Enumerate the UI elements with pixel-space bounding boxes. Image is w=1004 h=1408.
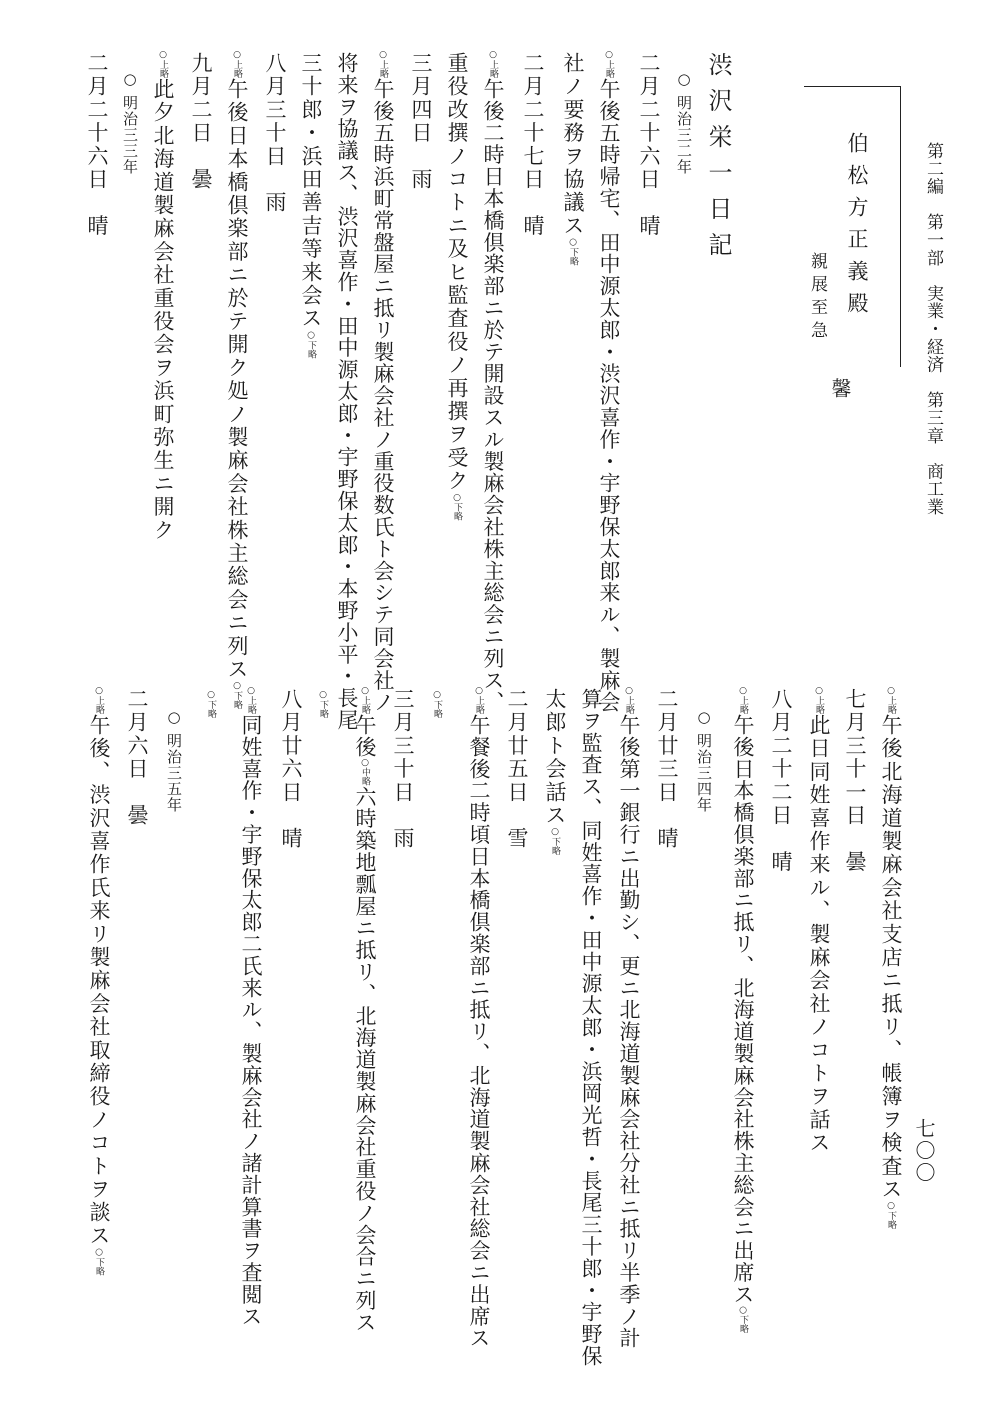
omission-mark: ○上略: [378, 50, 388, 78]
diary-title: 渋沢栄一日記: [704, 52, 732, 268]
entry-text: 午後二時日本橋倶楽部ニ於テ開設スル製麻会社株主総会ニ列ス、: [481, 78, 505, 714]
letter-signature: 馨: [828, 378, 852, 398]
omission-mark: ○上略: [158, 50, 168, 78]
diary-date: 八月二十二日 晴: [769, 688, 793, 874]
omission-mark: ○上略: [624, 686, 634, 714]
diary-date: 二月二十六日 晴: [85, 52, 109, 238]
diary-date: 八月三十日 雨: [263, 52, 287, 215]
omission-mark: ○上略: [604, 50, 614, 78]
diary-date: 二月廿三日 晴: [655, 688, 679, 851]
entry-text: 午後第一銀行ニ出勤シ、更ニ北海道製麻会社分社ニ抵リ半季ノ計: [617, 714, 641, 1350]
entry-text: 同姓喜作・宇野保太郎二氏来ル、製麻会社ノ諸計算書ヲ査閲ス: [239, 714, 263, 1328]
omission-mark: ○上略: [886, 686, 896, 714]
omission-mark: ○下略: [306, 330, 316, 359]
diary-entry: [468, 686, 489, 1349]
diary-entry: [618, 686, 639, 1349]
diary-date: 三月三十日 雨: [391, 688, 415, 851]
omission-mark: ○下略: [738, 1305, 748, 1334]
diary-entry: [482, 50, 503, 713]
letter-addressee: 伯松方正義殿: [845, 132, 869, 324]
omission-mark: ○下略: [94, 1247, 104, 1276]
diary-date: 八月廿六日 晴: [279, 688, 303, 851]
page-number: 七〇〇: [912, 1118, 936, 1184]
omission-mark: ○下略: [432, 690, 442, 718]
era-heading: ○ 明治三四年: [695, 708, 713, 813]
omission-mark: ○中略: [360, 757, 370, 786]
era-heading: ○ 明治三五年: [165, 708, 183, 813]
diary-date: 二月六日 曇: [125, 688, 149, 828]
diary-entry: [880, 686, 901, 1229]
diary-entry: [152, 50, 173, 542]
omission-mark: ○上略: [474, 686, 484, 714]
diary-entry: [88, 686, 109, 1276]
diary-entry: [226, 50, 247, 709]
era-heading: ○ 明治三三年: [121, 70, 139, 175]
entry-text: 将来ヲ協議ス、渋沢喜作・田中源太郎・宇野保太郎・本野小平・長尾: [335, 52, 359, 731]
entry-text: 社ノ要務ヲ協議ス: [561, 52, 585, 238]
entry-text: 午後: [353, 714, 377, 758]
omission-mark: ○上略: [94, 686, 104, 714]
diary-date: 二月二十七日 晴: [521, 52, 545, 238]
entry-text: 六時築地瓢屋ニ抵リ、北海道製麻会社重役ノ会合ニ列ス: [353, 785, 377, 1334]
entry-text: 三十郎・浜田善吉等来会ス: [299, 52, 323, 331]
diary-entry: [562, 52, 583, 266]
omission-mark: ○上略: [246, 686, 256, 714]
diary-entry: [544, 688, 565, 855]
omission-mark: ○下略: [550, 827, 560, 856]
entry-text: 午後日本橋倶楽部ニ抵リ、北海道製麻会社株主総会ニ出席ス: [731, 714, 755, 1306]
entry-text: 午後北海道製麻会社支店ニ抵リ、帳簿ヲ検査ス: [879, 714, 903, 1202]
era-heading: ○ 明治三二年: [675, 70, 693, 175]
entry-text: 算ヲ監査ス、同姓喜作・田中源太郎・浜岡光哲・長尾三十郎・宇野保: [579, 688, 603, 1367]
diary-entry: [354, 686, 375, 1333]
diary-entry: [240, 686, 261, 1327]
diary-entry: [446, 52, 467, 521]
running-head: 第二編 第一部 実業・経済 第三章 商工業: [923, 142, 943, 516]
omission-mark: ○上略: [232, 50, 242, 78]
diary-entry: [372, 50, 393, 713]
letter-note: 親展至急: [807, 252, 827, 344]
omission-mark: ○下略: [206, 690, 216, 718]
omission-mark: ○上略: [738, 686, 748, 714]
omission-mark: ○下略: [452, 492, 462, 521]
omission-mark: ○下略: [886, 1201, 896, 1230]
diary-entry: [336, 52, 357, 731]
omission-mark: ○上略: [360, 686, 370, 714]
diary-entry: [808, 686, 829, 1155]
diary-date: 三月四日 雨: [409, 52, 433, 192]
diary-date: 二月廿五日 雪: [505, 688, 529, 851]
entry-text: 此夕北海道製麻会社重役会ヲ浜町弥生ニ開ク: [151, 78, 175, 542]
omission-mark: ○上略: [488, 50, 498, 78]
diary-date: 七月三十一日 曇: [843, 688, 867, 874]
omission-mark: ○下略: [568, 237, 578, 266]
entry-text: 午餐後二時頃日本橋倶楽部ニ抵リ、北海道製麻会社総会ニ出席ス: [467, 714, 491, 1350]
omission-mark: ○下略: [318, 690, 328, 718]
entry-text: 太郎ト会話ス: [543, 688, 567, 828]
diary-date: 九月二日 曇: [189, 52, 213, 192]
diary-entry: [598, 50, 619, 713]
diary-entry: [732, 686, 753, 1333]
diary-entry: [300, 52, 321, 358]
diary-date: 二月二十六日 晴: [637, 52, 661, 238]
entry-text: 午後日本橋倶楽部ニ於テ開ク処ノ製麻会社株主総会ニ列ス: [225, 78, 249, 682]
entry-text: 此日同姓喜作来ル、製麻会社ノコトヲ話ス: [807, 714, 831, 1155]
omission-mark: ○下略: [232, 681, 242, 710]
entry-text: 午後五時帰宅、田中源太郎・渋沢喜作・宇野保太郎来ル、製麻会: [597, 78, 621, 714]
omission-mark: ○上略: [814, 686, 824, 714]
entry-text: 午後五時浜町常盤屋ニ抵リ製麻会社ノ重役数氏ト会シテ同会社ノ: [371, 78, 395, 714]
diary-entry: [580, 688, 601, 1367]
entry-text: 重役改撰ノコトニ及ヒ監査役ノ再撰ヲ受ク: [445, 52, 469, 493]
entry-text: 午後、渋沢喜作氏来リ製麻会社取締役ノコトヲ談ス: [87, 714, 111, 1248]
